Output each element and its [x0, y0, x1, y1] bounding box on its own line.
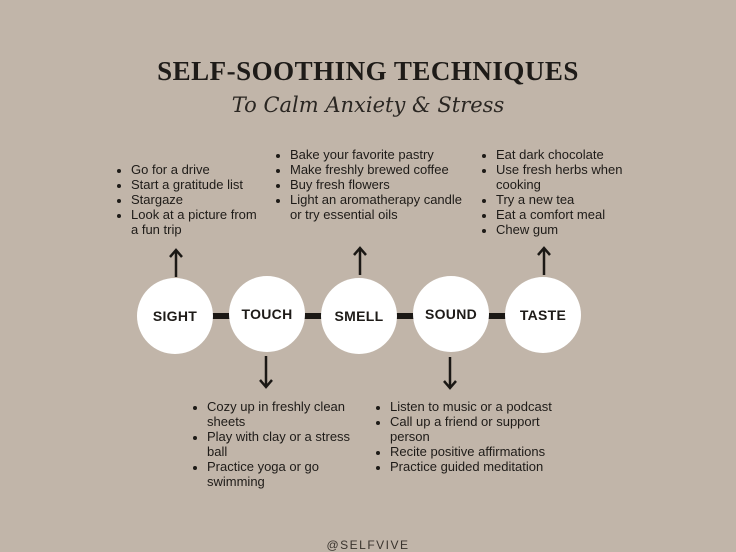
page-subtitle: To Calm Anxiety & Stress [231, 93, 505, 117]
list-item: • Make freshly brewed coffee [290, 162, 470, 177]
list-item: • Stargaze [131, 192, 261, 207]
list-item: • Call up a friend or support person [390, 414, 580, 444]
sense-node-sight [137, 278, 213, 354]
list-item: • Try a new tea [496, 192, 656, 207]
sense-node-sound [413, 276, 489, 352]
sense-label: SIGHT [152, 308, 198, 324]
arrow-up-icon [534, 246, 554, 276]
list-item: • Bake your favorite pastry [290, 147, 470, 162]
list-item: • Eat dark chocolate [496, 147, 656, 162]
list-item: • Buy fresh flowers [290, 177, 470, 192]
sense-label: TASTE [519, 307, 567, 323]
sense-label: SOUND [424, 306, 478, 322]
list-item: • Start a gratitude list [131, 177, 261, 192]
sense-label: SMELL [334, 308, 384, 324]
sense-node-taste [505, 277, 581, 353]
sense-node-touch [229, 276, 305, 352]
page-title: SELF-SOOTHING TECHNIQUES [157, 56, 579, 86]
footer-handle: @SELFVIVE [326, 538, 410, 552]
touch-techniques-list [189, 399, 357, 489]
sense-node-smell [321, 278, 397, 354]
list-item: • Listen to music or a podcast [390, 399, 580, 414]
sound-techniques-list [372, 399, 580, 474]
list-item: • Eat a comfort meal [496, 207, 656, 222]
list-item: • Practice yoga or go swimming [207, 459, 357, 489]
list-item: • Cozy up in freshly clean sheets [207, 399, 357, 429]
list-item: • Play with clay or a stress ball [207, 429, 357, 459]
taste-techniques-list [478, 147, 656, 237]
arrow-up-icon [166, 248, 186, 278]
sense-label: TOUCH [241, 306, 293, 322]
list-item: • Light an aromatherapy candle or try essential oils [290, 192, 470, 222]
arrow-up-icon [350, 246, 370, 276]
arrow-down-icon [256, 355, 276, 389]
list-item: • Practice guided meditation [390, 459, 580, 474]
list-item: • Chew gum [496, 222, 656, 237]
arrow-down-icon [440, 356, 460, 390]
sight-techniques-list [113, 162, 261, 237]
smell-techniques-list [272, 147, 470, 222]
list-item: • Go for a drive [131, 162, 261, 177]
list-item: • Use fresh herbs when cooking [496, 162, 656, 192]
list-item: • Recite positive affirmations [390, 444, 580, 459]
list-item: • Look at a picture from a fun trip [131, 207, 261, 237]
